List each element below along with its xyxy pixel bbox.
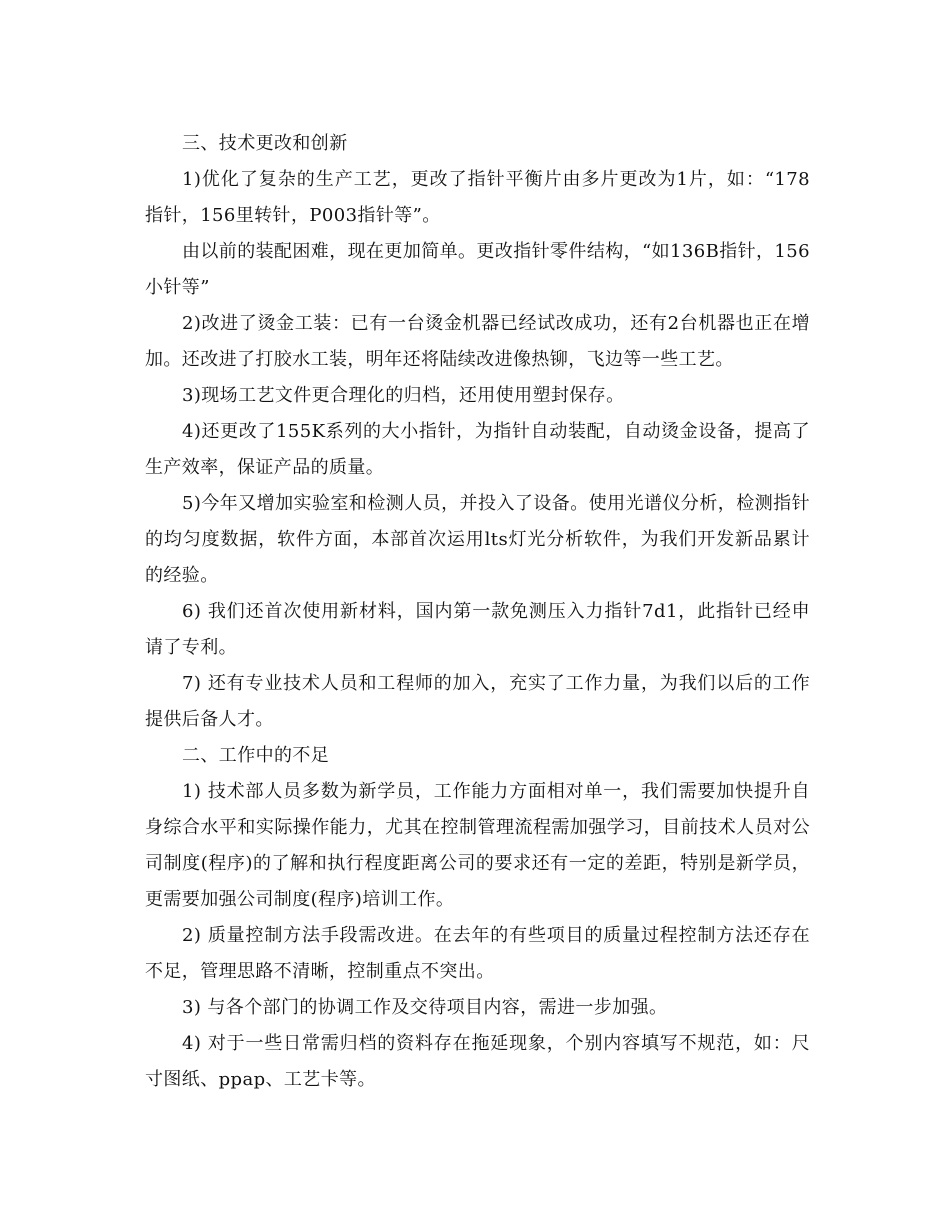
paragraph: 4) 对于一些日常需归档的资料存在拖延现象，个别内容填写不规范，如：尺寸图纸、ppap、工艺卡等。 xyxy=(145,1033,810,1090)
section-heading-tech-innovation: 三、技术更改和创新 xyxy=(182,133,348,154)
paragraph: 7) 还有专业技术人员和工程师的加入，充实了工作力量，为我们以后的工作提供后备人才。 xyxy=(145,673,810,730)
paragraph: 1)优化了复杂的生产工艺，更改了指针平衡片由多片更改为1片，如：“178指针，156里转针，P003指针等”。 xyxy=(145,169,810,226)
document-body xyxy=(145,126,810,1098)
paragraph: 由以前的装配困难，现在更加简单。更改指针零件结构，“如136B指针，156小针等” xyxy=(145,241,810,298)
paragraph: 3) 与各个部门的协调工作及交待项目内容，需进一步加强。 xyxy=(182,997,668,1018)
paragraph: 2)改进了烫金工装：已有一台烫金机器已经试改成功，还有2台机器也正在增加。还改进了打胶水工装，明年还将陆续改进像热铆，飞边等一些工艺。 xyxy=(145,313,810,370)
paragraph: 2) 质量控制方法手段需改进。在去年的有些项目的质量过程控制方法还存在不足，管理思路不清晰，控制重点不突出。 xyxy=(145,925,810,982)
paragraph: 1) 技术部人员多数为新学员，工作能力方面相对单一，我们需要加快提升自身综合水平和实际操作能力，尤其在控制管理流程需加强学习，目前技术人员对公司制度(程序)的了解和执行程度距离公司的要求还有一定的差距，特别是新学员，更需要加强公司制度(程序)培训工作。 xyxy=(145,781,810,910)
paragraph: 5)今年又增加实验室和检测人员，并投入了设备。使用光谱仪分析，检测指针的均匀度数据，软件方面，本部首次运用lts灯光分析软件，为我们开发新品累计的经验。 xyxy=(145,493,810,586)
section-heading-shortcomings: 二、工作中的不足 xyxy=(182,745,330,766)
paragraph: 4)还更改了155K系列的大小指针，为指针自动装配，自动烫金设备，提高了生产效率，保证产品的质量。 xyxy=(145,421,810,478)
paragraph: 3)现场工艺文件更合理化的归档，还用使用塑封保存。 xyxy=(182,385,625,406)
paragraph: 6) 我们还首次使用新材料，国内第一款免测压入力指针7d1，此指针已经申请了专利。 xyxy=(145,601,810,658)
